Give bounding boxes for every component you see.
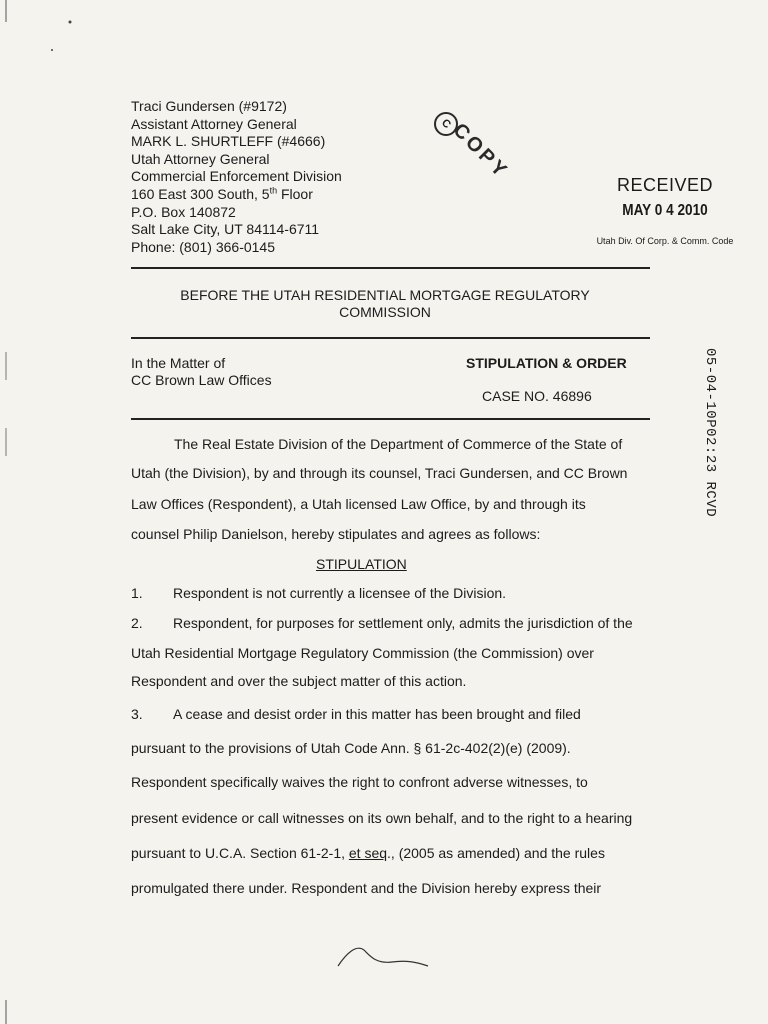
received-stamp xyxy=(580,175,750,246)
item-3-line: pursuant to U.C.A. Section 61-2-1, et seq., (2005 as amended) and the rules xyxy=(131,845,605,861)
intro-line: Law Offices (Respondent), a Utah licensed Law Office, by and through its xyxy=(131,496,586,512)
matter-party: CC Brown Law Offices xyxy=(131,372,272,388)
intro-line: counsel Philip Danielson, hereby stipulates and agrees as follows: xyxy=(131,526,541,542)
document-title: STIPULATION & ORDER xyxy=(466,355,627,371)
side-stamp-text: 05-04-10P02:23 RCVD xyxy=(702,348,718,518)
side-receipt-stamp xyxy=(698,348,720,518)
caption-heading xyxy=(150,287,620,321)
item-2-line: Respondent and over the subject matter of this action. xyxy=(131,673,467,689)
received-title: RECEIVED xyxy=(616,175,714,195)
intro-line: Utah (the Division), by and through its counsel, Traci Gundersen, and CC Brown xyxy=(131,465,628,481)
header-line: P.O. Box 140872 xyxy=(131,203,236,220)
attorney-header xyxy=(131,98,391,256)
header-line: Commercial Enforcement Division xyxy=(131,168,342,185)
item-3-line: present evidence or call witnesses on its own behalf, and to the right to a hearing xyxy=(131,810,633,826)
et-seq: et seq xyxy=(348,845,388,861)
item-1: 1. Respondent is not currently a licensee of the Division. xyxy=(131,585,507,601)
received-date: MAY 0 4 2010 xyxy=(622,202,708,219)
stipulation-heading: STIPULATION xyxy=(316,556,407,572)
copyright-circle-icon: C xyxy=(429,107,463,141)
divider xyxy=(131,418,650,420)
initials-scribble xyxy=(336,940,436,970)
caption-line: COMMISSION xyxy=(339,304,431,320)
item-2: 2. Respondent, for purposes for settlement only, admits the jurisdiction of the xyxy=(131,615,633,631)
header-line: MARK L. SHURTLEFF (#4666) xyxy=(131,133,326,150)
item-2-line: Utah Residential Mortgage Regulatory Commission (the Commission) over xyxy=(131,645,594,661)
header-line: Salt Lake City, UT 84114-6711 xyxy=(131,221,320,238)
copy-stamp-text: COPY xyxy=(448,119,513,184)
case-number: CASE NO. 46896 xyxy=(482,388,592,404)
item-3-line: Respondent specifically waives the right to confront adverse witnesses, to xyxy=(131,774,588,790)
item-3: 3. A cease and desist order in this matter has been brought and filed xyxy=(131,706,581,722)
header-line: Assistant Attorney General xyxy=(131,115,297,132)
header-line: Utah Attorney General xyxy=(131,150,270,167)
caption-line: BEFORE THE UTAH RESIDENTIAL MORTGAGE REGULATORY xyxy=(180,287,590,303)
header-address-line: 160 East 300 South, 5th Floor xyxy=(131,185,313,202)
matter-line: In the Matter of xyxy=(131,355,226,371)
header-line: Phone: (801) 366-0145 xyxy=(131,238,275,255)
copy-stamp xyxy=(432,104,542,214)
received-division: Utah Div. Of Corp. & Comm. Code xyxy=(596,236,734,246)
item-3-line: pursuant to the provisions of Utah Code Ann. § 61-2c-402(2)(e) (2009). xyxy=(131,740,571,756)
item-3-line: promulgated there under. Respondent and the Division hereby express their xyxy=(131,880,602,896)
divider xyxy=(131,267,650,269)
header-line: Traci Gundersen (#9172) xyxy=(131,98,287,114)
intro-line: The Real Estate Division of the Department of Commerce of the State of xyxy=(174,436,623,452)
divider xyxy=(131,337,650,339)
matter-block xyxy=(131,355,272,389)
